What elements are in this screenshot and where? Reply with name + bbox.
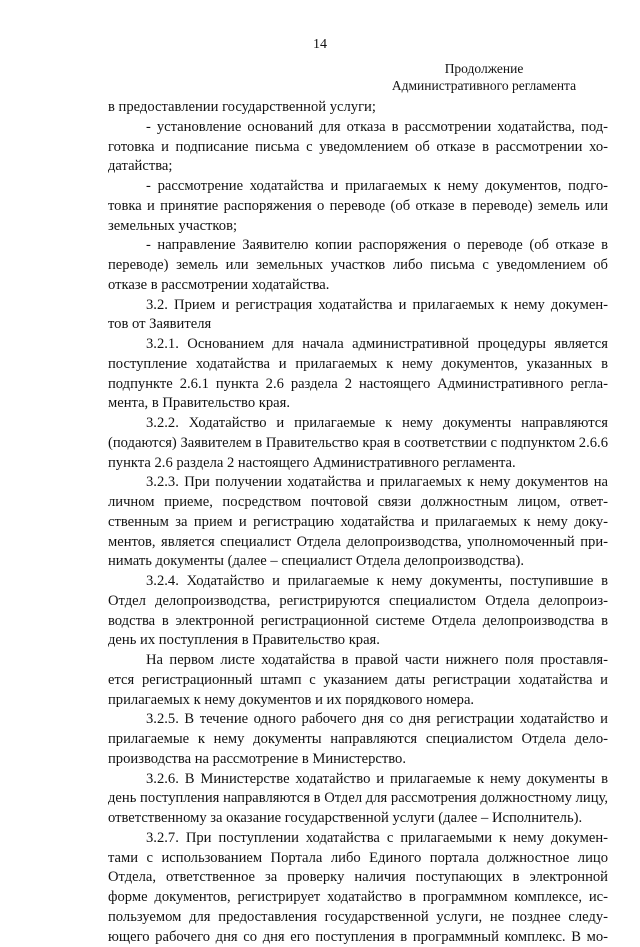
text-line: ментов, является специалист Отдела делопроизводства, уполномоченный при-	[108, 533, 608, 553]
text-line: - направление Заявителю копии распоряжения о переводе (об отказе в	[108, 236, 608, 256]
text-line: датайства;	[108, 157, 608, 177]
text-line: отказе в рассмотрении ходатайства.	[108, 276, 608, 296]
text-line: - рассмотрение ходатайства и прилагаемых к нему документов, подго-	[108, 177, 608, 197]
text-line: подпункте 2.6.1 пункта 2.6 раздела 2 настоящего Административного регла-	[108, 375, 608, 395]
text-line: 3.2. Прием и регистрация ходатайства и прилагаемых к нему докумен-	[108, 296, 608, 316]
text-line: пункта 2.6 раздела 2 настоящего Административного регламента.	[108, 454, 608, 474]
text-line: Отдела, ответственное за проверку наличия поступающих в электронной	[108, 868, 608, 888]
text-line: прилагаемых к нему документов и их порядкового номера.	[108, 691, 608, 711]
text-line: 3.2.2. Ходатайство и прилагаемые к нему документы направляются	[108, 414, 608, 434]
text-line: прилагаемые к нему документы направляются специалистом Отдела дело-	[108, 730, 608, 750]
text-line: Отдел делопроизводства, регистрируются специалистом Отдела делопроиз-	[108, 592, 608, 612]
text-line: 3.2.1. Основанием для начала административной процедуры является	[108, 335, 608, 355]
text-line: форме документов, регистрирует ходатайство в программном комплексе, ис-	[108, 888, 608, 908]
text-line: тов от Заявителя	[108, 315, 608, 335]
text-line: 3.2.6. В Министерстве ходатайство и прилагаемые к нему документы в	[108, 770, 608, 790]
text-line: 3.2.7. При поступлении ходатайства с прилагаемыми к нему докумен-	[108, 829, 608, 849]
text-line: товка и принятие распоряжения о переводе (об отказе в переводе) земель или	[108, 197, 608, 217]
continuation-label: Продолжение	[360, 60, 608, 77]
text-line: день их поступления в Правительство края.	[108, 631, 608, 651]
document-body	[108, 98, 608, 947]
text-line: личном приеме, посредством почтовой связи должностным лицом, ответ-	[108, 493, 608, 513]
text-line: в предоставлении государственной услуги;	[108, 98, 608, 118]
continuation-document-name: Административного регламента	[360, 77, 608, 94]
text-line: - установление оснований для отказа в рассмотрении ходатайства, под-	[108, 118, 608, 138]
text-line: производства на рассмотрение в Министерство.	[108, 750, 608, 770]
text-line: 3.2.3. При получении ходатайства и прилагаемых к нему документов на	[108, 473, 608, 493]
text-line: водства в электронной регистрационной системе Отдела делопроизводства в	[108, 612, 608, 632]
continuation-header	[360, 60, 608, 94]
text-line: пользуемом для предоставления государственной услуги, не позднее следу-	[108, 908, 608, 928]
text-line: ется регистрационный штамп с указанием даты регистрации ходатайства и	[108, 671, 608, 691]
text-line: ответственному за оказание государственной услуги (далее – Исполнитель).	[108, 809, 608, 829]
text-line: На первом листе ходатайства в правой части нижнего поля проставля-	[108, 651, 608, 671]
text-line: тами с использованием Портала либо Единого портала должностное лицо	[108, 849, 608, 869]
text-line: готовка и подписание письма с уведомлением об отказе в рассмотрении хо-	[108, 138, 608, 158]
text-line: ющего рабочего дня со дня его поступления в программный комплекс. В мо-	[108, 928, 608, 947]
text-line: земельных участков;	[108, 217, 608, 237]
text-line: нимать документы (далее – специалист Отдела делопроизводства).	[108, 552, 608, 572]
text-line: мента, в Правительство края.	[108, 394, 608, 414]
text-line: (подаются) Заявителем в Правительство края в соответствии с подпунктом 2.6.6	[108, 434, 608, 454]
text-line: 3.2.4. Ходатайство и прилагаемые к нему документы, поступившие в	[108, 572, 608, 592]
page-number: 14	[0, 36, 640, 53]
text-line: переводе) земель или земельных участков либо письма с уведомлением об	[108, 256, 608, 276]
text-line: 3.2.5. В течение одного рабочего дня со дня регистрации ходатайство и	[108, 710, 608, 730]
text-line: день поступления направляются в Отдел для рассмотрения должностному лицу,	[108, 789, 608, 809]
text-line: поступление ходатайства и прилагаемых к нему документов, указанных в	[108, 355, 608, 375]
text-line: ственным за прием и регистрацию ходатайства и прилагаемых к нему доку-	[108, 513, 608, 533]
